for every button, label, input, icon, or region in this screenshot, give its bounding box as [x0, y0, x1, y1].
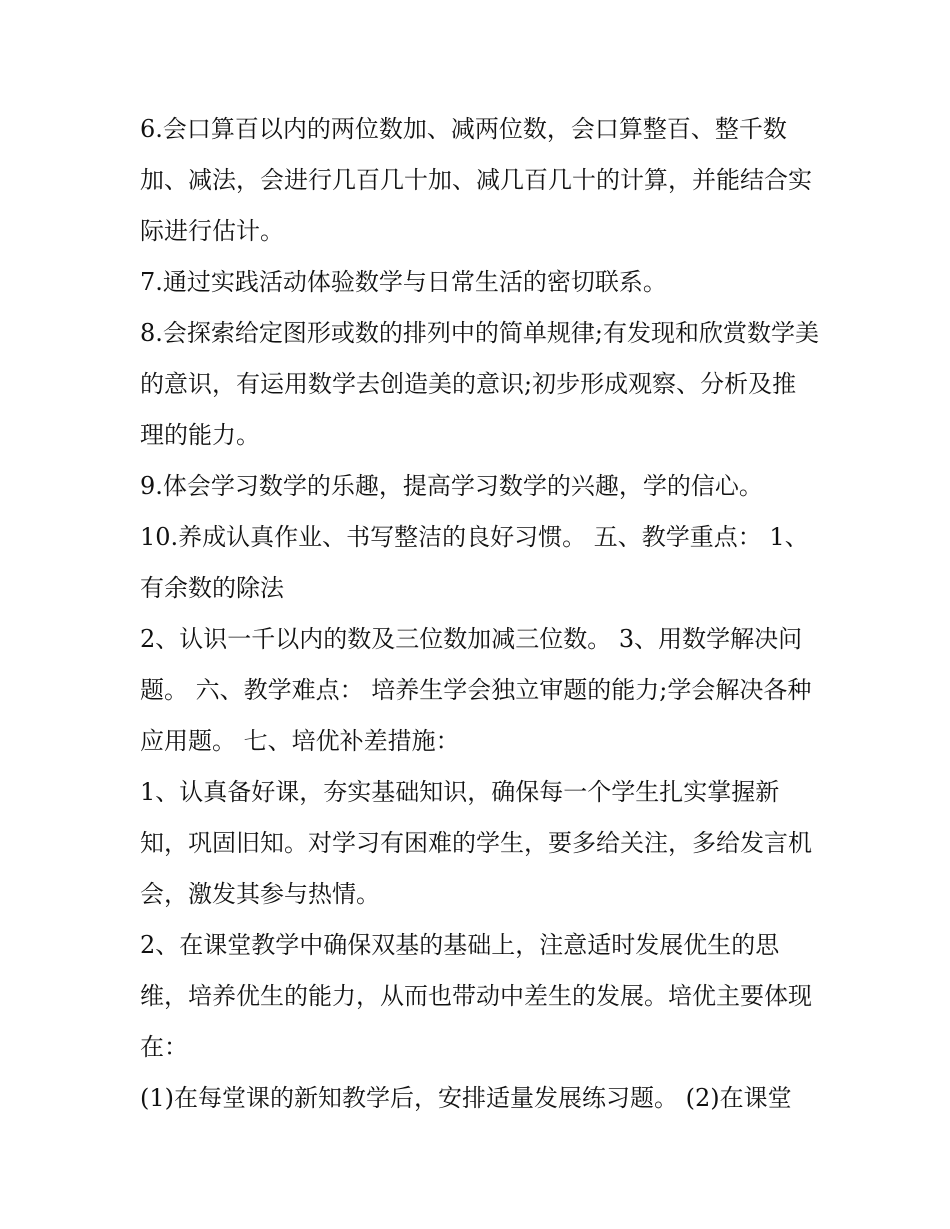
- paragraph-item-10: 10.养成认真作业、书写整洁的良好习惯。 五、教学重点： 1、有余数的除法: [140, 523, 809, 602]
- paragraph-item-7: 7.通过实践活动体验数学与日常生活的密切联系。: [140, 268, 667, 296]
- paragraph-sub-measures: (1)在每堂课的新知教学后，安排适量发展练习题。 (2)在课堂: [140, 1084, 792, 1112]
- paragraph-item-6: 6.会口算百以内的两位数加、减两位数，会口算整百、整千数加、减法，会进行几百几十加、减几百几十的计算，并能结合实际进行估计。: [140, 115, 812, 245]
- paragraph-key-difficult-points: 2、认识一千以内的数及三位数加减三位数。 3、用数学解决问题。 六、教学难点： 培养生学会独立审题的能力;学会解决各种应用题。 七、培优补差措施：: [140, 625, 812, 755]
- document-body: [140, 104, 820, 1124]
- paragraph-measure-1: 1、认真备好课，夯实基础知识，确保每一个学生扎实掌握新知，巩固旧知。对学习有困难的学生，要多给关注，多给发言机会，激发其参与热情。: [140, 778, 812, 908]
- paragraph-item-9: 9.体会学习数学的乐趣，提高学习数学的兴趣，学的信心。: [140, 472, 763, 500]
- paragraph-measure-2: 2、在课堂教学中确保双基的基础上，注意适时发展优生的思维，培养优生的能力，从而也带动中差生的发展。培优主要体现在：: [140, 931, 812, 1061]
- paragraph-item-8: 8.会探索给定图形或数的排列中的简单规律;有发现和欣赏数学美的意识，有运用数学去创造美的意识;初步形成观察、分析及推理的能力。: [140, 319, 819, 449]
